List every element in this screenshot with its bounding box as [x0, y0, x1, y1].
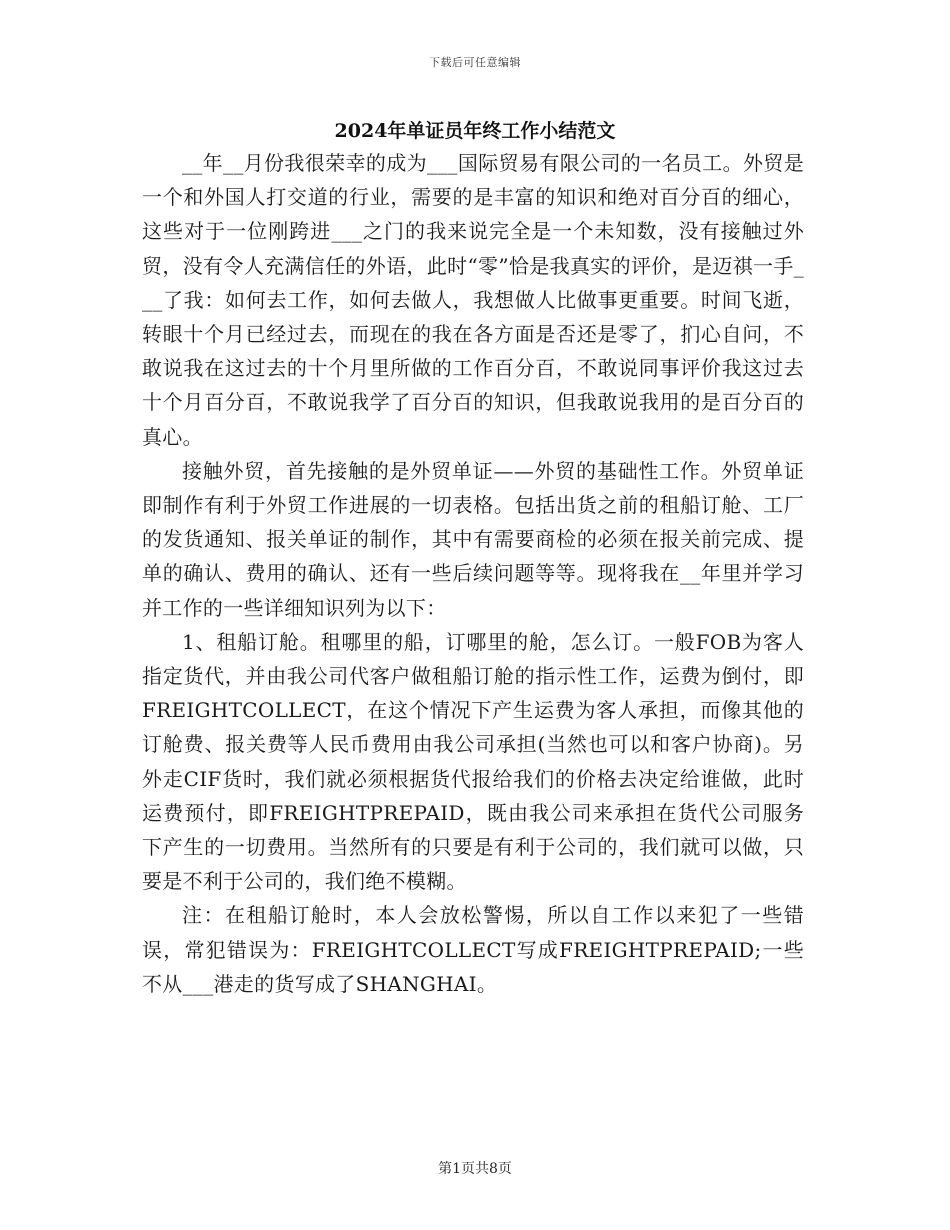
- paragraph-intro: __年__月份我很荣幸的成为___国际贸易有限公司的一名员工。外贸是一个和外国人打交道的行业，需要的是丰富的知识和绝对百分百的细心，这些对于一位刚跨进___之门的我来说完全是一个未知数，没有接触过外贸，没有令人充满信任的外语，此时“零”恰是我真实的评价，是迈祺一手___了我：如何去工作，如何去做人，我想做人比做事更重要。时间飞逝，转眼十个月已经过去，而现在的我在各方面是否还是零了，扪心自问，不敢说我在这过去的十个月里所做的工作百分百，不敢说同事评价我这过去十个月百分百，不敢说我学了百分百的知识，但我敢说我用的是百分百的真心。: [142, 151, 804, 449]
- paragraph-documents-overview: 接触外贸，首先接触的是外贸单证——外贸的基础性工作。外贸单证即制作有利于外贸工作进展的一切表格。包括出货之前的租船订舱、工厂的发货通知、报关单证的制作，其中有需要商检的必须在报关前完成、提单的确认、费用的确认、还有一些后续问题等等。现将我在__年里并学习并工作的一些详细知识列为以下：: [142, 458, 804, 620]
- paragraph-note: 注：在租船订舱时，本人会放松警惕，所以自工作以来犯了一些错误，常犯错误为：FREIGHTCOLLECT写成FREIGHTPREPAID;一些不从___港走的货写成了SHANGHAI。: [142, 903, 804, 996]
- page-header-note: 下载后可任意编辑: [429, 56, 521, 69]
- page-number: 第1页共8页: [438, 1161, 512, 1177]
- document-title: 2024年单证员年终工作小结范文: [334, 120, 616, 142]
- paragraph-shipping-booking: 1、租船订舱。租哪里的船，订哪里的舱，怎么订。一般FOB为客人指定货代，并由我公司代客户做租船订舱的指示性工作，运费为倒付，即FREIGHTCOLLECT，在这个情况下产生运费为客人承担，而像其他的订舱费、报关费等人民币费用由我公司承担(当然也可以和客户协商)。另外走CIF货时，我们就必须根据货代报给我们的价格去决定给谁做，此时运费预付，即FREIGHTPREPAID，既由我公司来承担在货代公司服务下产生的一切费用。当然所有的只要是有利于公司的，我们就可以做，只要是不利于公司的，我们绝不模糊。: [142, 629, 804, 894]
- document-body: [142, 146, 804, 1001]
